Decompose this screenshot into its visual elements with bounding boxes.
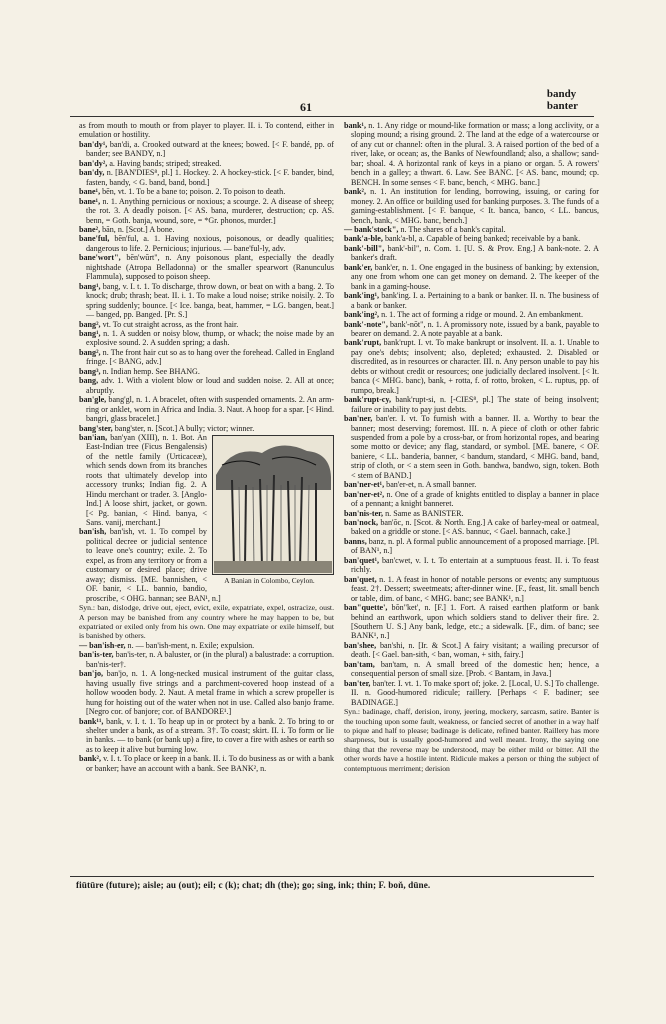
right-column — [344, 121, 599, 871]
dictionary-entry — [79, 140, 334, 159]
dictionary-entry — [344, 641, 599, 660]
headword: bang³, — [79, 366, 101, 376]
footer-rule — [70, 876, 594, 877]
dictionary-entry — [344, 187, 599, 225]
headword: ban'gle, — [79, 395, 107, 405]
headword: bank'rupt, — [344, 338, 382, 348]
headword: ban'ner-et¹, — [344, 480, 385, 490]
entry-text: ban'is-ter, n. A baluster, or (in the plural) a balustrade: a corruption. ban'nis-ter†. — [86, 650, 335, 669]
headword: ban'ian, — [79, 432, 108, 442]
headword: — ban'ish-er, — [79, 640, 126, 650]
dictionary-entry — [344, 509, 599, 518]
header-rule — [70, 116, 594, 117]
dictionary-entry — [79, 329, 334, 348]
headword: ban'ish, — [79, 527, 107, 537]
entry-text: n. The front hair cut so as to hang over the forehead. Called in England fringe. [< BANG, adv.] — [86, 347, 334, 367]
dictionary-entry — [79, 376, 334, 395]
headword: ban'ter, — [344, 678, 371, 688]
headword: ban'dy¹, — [79, 139, 108, 149]
banian-tree-image — [212, 435, 334, 575]
headword: ban'quet, — [344, 574, 377, 584]
dictionary-entry — [344, 537, 599, 556]
entry-text: ban'er. I. vt. To furnish with a banner. II. a. Worthy to bear the banner; most deserving; foremost. III. n. A piece of cloth or other fabric suspended from a pole by a cross-bar, or from horizontal ropes, and bearing some motto or device; any flag, standard, or symbol. [ME. banere, < OF. baniere, < LL. banderia, banner, < bandum, standard, < MHG. band, band, strip of cloth, or < a stem seen in Goth. bandwa, bandwo, sign, token. Both < stem of BAND.] — [351, 414, 599, 480]
headword: bank¹¹, — [79, 716, 104, 726]
dictionary-entry — [79, 669, 334, 716]
pronunciation-key: fiūtūre (future); aisle; au (out); eil; c (k); chat; dh (the); go; sing, ink; thin; F. boň, dūne. — [76, 880, 431, 890]
entry-text: bēn, vt. 1. To be a bane to; poison. 2. To poison to death. — [102, 187, 286, 197]
dictionary-entry — [79, 395, 334, 423]
synonym-note — [344, 707, 599, 773]
headword: bank¹, — [344, 121, 367, 130]
entry-text: n. 1. Any ridge or mound-like formation or mass; a long acclivity, or a sloping mound; a rising ground. 2. The land at the edge of a watercourse or of any cut or channel: often in the plural. 3. A raised portion of the bed of a river, lake, or ocean; as, the Banks of Newfoundland; also, a shallow; sand-bar; shoal. 4. A horizontal rank of keys in a piano or organ. 5. A rowers' bench in a galley; a thwart. 6. Law. See BANC. [< AS. banc, mound; cp. BENCH. In some senses < F. banc, bench, < MHG. banc.] — [351, 121, 599, 187]
headword: bank'-note", — [344, 319, 388, 329]
entry-text: n. 1. A feast in honor of notable persons or events; any sumptuous feast. 2†. Dessert; sweetmeats; after-dinner wine. [F., feast, lit. small bench or table, dim. of banc, < MHG. banc; see BANK¹, n.] — [351, 574, 599, 603]
synonym-note — [79, 603, 334, 641]
entry-text: ban'di, a. Crooked outward at the knees; bowed. [< F. bandé, pp. of bander; see BANDY, n.] — [86, 139, 334, 159]
entry-text: bank'rupt. I. vt. To make bankrupt or insolvent. II. a. 1. Unable to pay one's debts; insolvent; also, depleted; exhausted. 2. Disabled or discredited, as in resources or character. III. n. Any person unable to pay his debts or without credit or resources; one judicially declared insolvent. [< It. banca (< MHG. banc), bank, + rotta, f. of rotto, broken, < L. ruptus, pp. of rumpo, break.] — [351, 338, 599, 395]
entry-text: n. 1. Anything pernicious or noxious; a scourge. 2. A disease of sheep; the rot. 3. A deadly poison. [< AS. bana, murderer, destruction; cp. AS. benn, = Goth. banja, wound, sore, = *Gr. phonos, murder.] — [86, 196, 334, 225]
headword: — bank'stock", — [344, 224, 399, 234]
entry-text: ban'tam, n. A small breed of the domestic hen; hence, a consequential person of small size. [Prob. < Bantam, in Java.] — [351, 659, 600, 679]
headword: bang'ster, — [79, 423, 113, 433]
entry-text: bēn'ful, a. 1. Having noxious, poisonous, or deadly qualities; dangerous to life. 2. Pernicious; injurious. — bane'ful-ly, adv. — [86, 234, 335, 253]
dictionary-entry — [79, 754, 334, 773]
dictionary-entry — [344, 556, 599, 575]
dictionary-entry — [79, 320, 334, 329]
dictionary-entry — [79, 282, 334, 320]
dictionary-entry — [344, 263, 599, 291]
headword: banns, — [344, 536, 367, 546]
headword: bank², — [79, 754, 102, 764]
illustration-caption: A Banian in Colombo, Ceylon. — [224, 575, 315, 585]
guide-words — [547, 88, 578, 112]
entry-text: bang, v. I. t. 1. To discharge, throw down, or beat on with a bang. 2. To knock; drub; thrash; beat. II. i. 1. To make a loud noise; strike noisily. 2. To spring suddenly; bounce. [< Ice. banga, beat, hammer, = LG. bangen, beat.] — banged, pp. Banged. [Pr. S.] — [86, 281, 334, 320]
dictionary-entry — [79, 234, 334, 253]
headword: bane'wort", — [79, 253, 121, 263]
headword: bank'-bill", — [344, 243, 385, 253]
headword: ban'nis-ter, — [344, 508, 384, 518]
headword: bang¹, — [79, 281, 101, 291]
headword: bank'er, — [344, 262, 373, 272]
headword: bane'ful, — [79, 234, 110, 244]
entry-text: Syn.: badinage, chaff, derision, irony, jeering, mockery, sarcasm, satire. Banter is the touching upon some fault, weakness, or fancied secret of another in a way half to pique and half to please; badinage is delicate, refined banter. Raillery has more sharpness, but is usually good-humored and well meant. Irony, the saying one thing that the reverse may be understood, may be either mild or bitter. All the other words have a hostile intent. Ridicule makes a person or thing the subject of contemptuous merriment; derision — [344, 707, 599, 773]
headword: bang, — [79, 376, 99, 386]
headword: ban'ner-et², — [344, 489, 385, 499]
entry-text: bank'rupt-si, n. [-CIES⁸, pl.] The state of being insolvent; failure or inability to pay just debts. — [351, 395, 600, 414]
entry-text: bank'er, n. 1. One engaged in the business of banking; by extension, any one from whom one can get money on demand. 2. The keeper of the bank in a gaming-house. — [351, 262, 600, 291]
headword: bank'ing², — [344, 310, 380, 320]
dictionary-entry — [79, 168, 334, 187]
entry-text: bān, n. [Scot.] A bone. — [102, 224, 175, 234]
dictionary-entry — [79, 650, 334, 669]
entry-text: n. The shares of a bank's capital. — [400, 224, 506, 234]
headword: bang², — [79, 347, 101, 357]
dictionary-entry — [344, 490, 599, 509]
dictionary-entry — [79, 159, 334, 168]
headword: bank'ing¹, — [344, 291, 380, 301]
banian-tree-illustration — [212, 435, 334, 585]
dictionary-entry — [344, 225, 599, 234]
headword: bane², — [79, 224, 101, 234]
dictionary-entry — [79, 253, 334, 281]
dictionary-entry — [344, 320, 599, 339]
left-column — [79, 121, 334, 866]
entry-text: bank'-bil", n. Com. 1. [U. S. & Prov. Eng.] A bank-note. 2. A banker's draft. — [351, 243, 599, 263]
headword: bank'a-ble, — [344, 234, 383, 244]
headword: bang¹, — [79, 328, 101, 338]
dictionary-entry — [344, 660, 599, 679]
entry-text: ban'shi, n. [Ir. & Scot.] A fairy visitant; a wailing precursor of death. [< Gael. ban-sith, < ban, woman, + sith, fairy.] — [351, 640, 599, 660]
entry-text: ban'ish, vt. 1. To compel by political decree or judicial sentence to leave one's country; exile. 2. To expel, as from any territory or from a customary or desired place; drive away; dismiss. [ME. bannishen, < OF. banir, < LL. bannio, bandio, proscribe, < OHG. bannan; see BAN¹, n.] — [86, 527, 221, 603]
entry-text: bŏn"ket', n. [F.] 1. Fort. A raised earthen platform or bank behind an earthwork, upon which soldiers stand to deliver their fire. 2. [Southern U. S.] Any bank, ledge, etc.; a sidewalk. [F., dim. of banc; see BANK¹, n.] — [351, 603, 599, 641]
entry-text: banz, n. pl. A formal public announcement of a proposed marriage. [Pl. of BAN¹, n.] — [351, 536, 599, 556]
headword: ban'is-ter, — [79, 650, 114, 660]
dictionary-entry — [344, 518, 599, 537]
entry-text: n. 1. The act of forming a ridge or mound. 2. An embankment. — [381, 310, 584, 320]
entry-text: bang'gl, n. 1. A bracelet, often with suspended ornaments. 2. An arm-ring or anklet, worn in Africa and India. 3. Naut. A hoop for a spar. [< Hind. bangri, glass bracelet.] — [86, 395, 335, 424]
entry-text: v. I. t. To place or keep in a bank. II. i. To do business as or with a bank or banker; have an account with a bank. See BANK², n. — [86, 754, 335, 773]
headword: bane¹, — [79, 187, 101, 197]
headword: ban'tam, — [344, 659, 375, 669]
headword: ban'quet¹, — [344, 555, 380, 565]
headword: bang², — [79, 319, 101, 329]
entry-text: bank'-nōt", n. 1. A promissory note, issued by a bank, payable to bearer on demand. 2. A note payable at a bank. — [351, 319, 599, 338]
page-number: 61 — [300, 100, 312, 114]
entry-text: ban'ter. I. vt. 1. To make sport of; joke. 2. [Local, U. S.] To challenge. II. n. Good-humored ridicule; raillery. [Perhaps < F. badiner; see BADINAGE.] — [351, 678, 599, 707]
headword: ban'dy², — [79, 158, 108, 168]
dictionary-entry — [79, 187, 334, 196]
entry-text: bank, v. I. t. 1. To heap up in or protect by a bank. 2. To bring to or shelter under a bank, as of a stream. 3†. To coast; skirt. II. i. To form or lie in banks. — to bank (or bank up) a fire, to cover a fire with ashes or earth so as to keep it alive but burning low. — [86, 716, 335, 754]
dictionary-entry — [344, 575, 599, 603]
dictionary-entry — [344, 395, 599, 414]
entry-text: bank'ing. I. a. Pertaining to a bank or banker. II. n. The business of a bank or banker. — [351, 291, 599, 310]
guide-word-first: bandy — [546, 88, 577, 100]
headword: ban"quette', — [344, 603, 388, 613]
entry-text: vt. To cut straight across, as the front hair. — [102, 319, 239, 329]
entry-text: bank'a-bl, a. Capable of being banked; receivable by a bank. — [384, 234, 581, 244]
dictionary-entry — [344, 244, 599, 263]
entry-text: a. Having bands; striped; streaked. — [109, 158, 222, 168]
entry-text: n. Same as BANISTER. — [385, 508, 464, 518]
dictionary-entry — [344, 310, 599, 319]
headword: bank'rupt-cy, — [344, 395, 392, 405]
headword: ban'nock, — [344, 518, 378, 528]
entry-text: Syn.: ban, dislodge, drive out, eject, evict, exile, expatriate, expel, ostracize, oust. A person may be banished from any country where he may happen to be, but expatriated or exiled only from his own. One may expatriate or exile himself, but is banished by others. — [79, 603, 334, 641]
dictionary-entry — [344, 291, 599, 310]
entry-text: ban'cwet, v. I. t. To entertain at a sumptuous feast. II. i. To feast richly. — [351, 555, 599, 575]
entry-text: bang'ster, n. [Scot.] A bully; victor; winner. — [114, 423, 255, 433]
dictionary-entry — [79, 348, 334, 367]
dictionary-entry — [79, 225, 334, 234]
dictionary-entry — [79, 121, 334, 140]
dictionary-entry — [79, 641, 334, 650]
entry-text: ban'yan (XIII), n. 1. Bot. An East-Indian tree (Ficus Bengalensis) of the nettle family (Urticaceæ), which sends down from its branches roots that ultimately develop into accessory trunks; Indian fig. 2. A Hindu merchant or trader. 3. [Anglo-Ind.] A loose shirt, jacket, or gown. [< Pg. banian, < Hind. banya, < Sans. vanij, merchant.] — [86, 432, 207, 528]
dictionary-entry — [79, 367, 334, 376]
entry-text: adv. 1. With a violent blow or loud and sudden noise. 2. All at once; abruptly. — [86, 376, 334, 395]
dictionary-entry — [79, 424, 334, 433]
headword: bane¹, — [79, 196, 101, 206]
dictionary-entry — [344, 603, 599, 641]
headword: ban'ner, — [344, 414, 373, 424]
entry-text: n. One of a grade of knights entitled to display a banner in place of a pennant; a knight banneret. — [351, 489, 599, 509]
entry-text: ban'ŏc, n. [Scot. & North. Eng.] A cake of barley-meal or oatmeal, baked on a griddle or stone. [< AS. bannuc, < Gael. bannach, cake.] — [351, 518, 600, 537]
entry-text: bēn'wūrt", n. Any poisonous plant, especially the deadly nightshade (Atropa Belladonna) or the smaller spearwort (Ranunculus Flammula), supposed to poison sheep. — [86, 253, 334, 282]
guide-word-last: banter — [546, 100, 578, 112]
headword: ban'jo, — [79, 669, 104, 679]
headword: ban'dy, — [79, 168, 105, 178]
dictionary-entry — [79, 717, 334, 755]
dictionary-entry — [79, 197, 334, 225]
dictionary-entry — [344, 338, 599, 395]
dictionary-entry — [344, 679, 599, 707]
entry-text: ban'er-et, n. A small banner. — [386, 480, 477, 490]
entry-text: n. Indian hemp. See BHANG. — [102, 366, 200, 376]
headword: ban'shee, — [344, 640, 377, 650]
dictionary-entry — [344, 414, 599, 480]
entry-text: n. 1. An institution for lending, borrowing, issuing, or caring for money. 2. An office or building used for banking purposes. 3. The funds of a gaming-establishment. [< F. banque, < It. banca, banco, < LL. bancus, bench, bank, < MHG. banc, bench.] — [351, 187, 599, 225]
headword: bank², — [344, 187, 367, 197]
entry-text: n. 1. A sudden or noisy blow, thump, or whack; the noise made by an explosive sound. 2. A sudden spring; a dash. — [86, 328, 334, 348]
dictionary-entry — [344, 480, 599, 489]
entry-text: as from mouth to mouth or from player to player. II. i. To contend, either in emulation or hostility. — [79, 121, 334, 140]
dictionary-entry — [344, 234, 599, 243]
dictionary-entry — [344, 121, 599, 187]
entry-text: n. [BAN'DIES⁸, pl.] 1. Hockey. 2. A hockey-stick. [< F. bander, bind, fasten, bandy, < G. band, band, bond.] — [86, 168, 334, 187]
entry-text: n. — ban'ish-ment, n. Exile; expulsion. — [127, 640, 255, 650]
entry-text: ban'jo, n. 1. A long-necked musical instrument of the guitar class, having usually five strings and a parchment-covered hoop instead of a hollow wooden body. 2. Naut. A metal frame in which a screw propeller is hung for hoisting out of the water when not in use. Called also banjo frame. [Negro cor. of banjore; cor. of BANDORE¹.] — [86, 669, 334, 717]
